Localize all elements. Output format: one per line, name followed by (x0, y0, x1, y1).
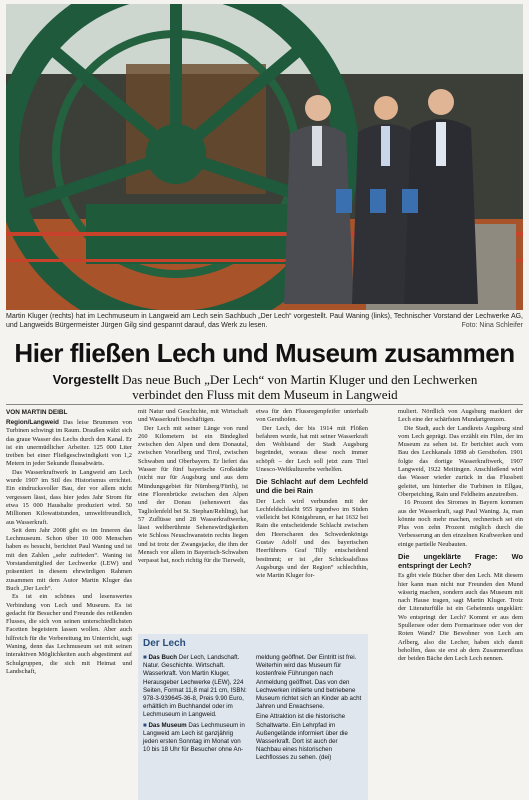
divider (6, 404, 523, 405)
subhead-text: Das neue Buch „Der Lech“ von Martin Kluger und den Lechwerken verbindet den Fluss mit dem Museum in Langweid (118, 372, 478, 402)
paragraph: Es gibt viele Bücher über den Lech. Mit diesem hier kann man nicht nur Freunden den Mund wässrig machen, sondern auch das Museum mit nach Hause tragen, sagt Martin Kluger. Trotz der Literaturfülle ist ein Geheimnis ungeklärt: Wo entspringt der Lech? Kommt er aus dem Spullersee oder dem Formarinsee oder von der Roten Wand? Die Bewohner von Lech am Arlberg, also die Lecher, haben sich damit beholfen, dass sie erst ab dem Zusammenfluss der beiden Bäche den Lech Lech nennen. (398, 572, 523, 663)
info-item-text: Das Lechmuseum in Langweid am Lech ist ganzjährig jeden ersten Sonntag im Monat von 10 bis 18 Uhr für Besucher ohne An- (143, 721, 245, 754)
article-column-1 (6, 408, 132, 676)
info-box-column-1 (143, 654, 249, 756)
paragraph: 16 Prozent des Stromes in Bayern kommen aus der Wasserkraft, sagt Paul Waning. Ja, man könnte noch mehr machen, rechnerisch sei ein Plus von zehn Prozent möglich durch die Verbesserung an den einzelnen Kraftwerken und einige partielle Neubauten. (398, 499, 523, 548)
article-column-3 (256, 408, 368, 581)
info-item-text: Eine Attraktion ist die historische Schaltwarte. Ein Lehrpfad im Außengelände informiert über die Wasserkraft. Dort ist auch der Nachbau eines historischen Lechflosses zu sehen. (dei) (256, 713, 348, 762)
info-box (138, 634, 368, 800)
bullet-icon: ■ (143, 654, 149, 661)
info-item (143, 722, 249, 755)
paragraph: etwa für den Flussregenpfeifer unterhalb von Gersthofen. (256, 408, 368, 424)
info-item-label: Das Museum (148, 721, 187, 729)
article-photo (6, 4, 523, 310)
photo-caption (6, 312, 523, 330)
author-line: VON MARTIN DEIBL (6, 409, 68, 416)
info-item-text: meldung geöffnet. Der Eintritt ist frei. Weiterhin wird das Museum für kostenfreie Führungen nach Anmeldung geöffnet. Das von den Lechwerken initiierte und betriebene Museum richtet sich an Kinder ab acht Jahren und Erwachsene. (256, 654, 362, 711)
dateline: Region/Langweid (6, 419, 59, 426)
paragraph (6, 419, 132, 469)
info-item-text: Der Lech, Landschaft. Natur. Geschichte. Wirtschaft. Wasserkraft. Von Martin Kluger, Herausgeber Lechwerke (LEW), 224 Seiten, Format 11,8 mal 21 cm, ISBN: 978-3-939645-36-8, Preis 9.90 Euro, erhältlich im Buchhandel oder im Lechmuseum in Langweid. (143, 654, 247, 719)
article-subheadline (30, 372, 500, 402)
info-item (143, 654, 249, 720)
paragraph: Das Wasserkraftwerk in Langweid am Lech wurde 1907 im Stil des Historismus errichtet. Ein eindrucksvoller Bau, der vor allem nicht vergessen lässt, dass hier jedes Jahr Strom für etwa 15 000 Haushalte produziert wird. 50 Millionen Kilowattstunden, umweltfreundlich, aus Wasserkraft. (6, 468, 132, 526)
paragraph: mit Natur und Geschichte, mit Wirtschaft und Wasserkraft beschäftigen. (138, 408, 248, 424)
bullet-icon: ■ (143, 721, 149, 729)
info-item-label: Das Buch (148, 654, 178, 661)
paragraph: Die Stadt, auch der Landkreis Augsburg sind vom Lech geprägt. Das erzählt ein Film, der im Museum zu sehen ist. Er berichtet auch vom Bau des Lechkanals 1898 ab Gersthofen. 1901 folgte das dortige Wasserkraftwerk, 1907 Langweid, 1922 Meitingen. Anschließend wird das Wasser wieder zurück in das Flussbett geleitet, um hinterher die Turbinen in Ellgau, Oberpeiching, Rain und Feldheim anzutreiben. (398, 424, 523, 498)
subheading: Die Schlacht auf dem Lechfeld und die bei Rain (256, 477, 368, 495)
paragraph: Der Lech, der bis 1914 mit Flößen befahren wurde, hat mit seiner Wasserkraft den Wohlstand der Stadt Augsburg begründet, woraus diese noch immer schöpft – der Lech soll jetzt zum Titel Unesco-Weltkulturerbe verhelfen. (256, 424, 368, 474)
article-column-2 (138, 408, 248, 566)
caption-text: Martin Kluger (rechts) hat im Lechmuseum in Langweid am Lech sein Sachbuch „Der Lech“ vorgestellt. Paul Waning (links), Technischer Vorstand der Lechwerke AG, und Langweids Bürgermeister Jürgen Gilg sind gespannt darauf, das Werk zu lesen. (6, 313, 523, 329)
paragraph: Seit dem Jahr 2008 gibt es im Inneren das Lechmuseum. Schon über 10 000 Menschen haben es besucht, berichtet Paul Waning und ist mit den Zahlen „sehr zufrieden“. Waning ist Vorstandsmitglied der Lechwerke (LEW) und präsentiert in diesem ehrwürdigen Rahmen zusammen mit dem Autor Martin Kluger das Buch „Der Lech“. (6, 526, 132, 592)
info-box-title: Der Lech (143, 638, 186, 649)
subhead-keyword: Vorgestellt (52, 372, 119, 387)
photo-credit: Foto: Nina Schleifer (461, 322, 523, 329)
info-box-column-2 (256, 654, 364, 765)
paragraph: Der Lech wird verbunden mit der Lechfeldschlacht 955 irgendwo im Süden vielleicht bei Königsbrunn, er hat 1632 bei Rain die entscheidende Schlacht zwischen den Heerscharen des Schwedenkönigs Gustav Adolf und des bayerischen Heerführers Graf Tilly entscheidend bestimmt; er ist „der Schicksalsfluss Augsburgs und der Region“ schlechthin, wie Martin Kluger for- (256, 497, 368, 580)
paragraph: Es ist ein schönes und lesenswertes Verbindung von Lech und Museum. Es ist gedacht für Besucher und Freunde des reißenden Flusses, die sich von seinen unterschiedlichsten Facetten begeistern lassen wollen. Aber auch hilfreich für die Vorbereitung im Unterricht, sagt Waning, denn das Lechmuseum sei mit seinen interaktiven Möglichkeiten auch abgestimmt auf Schulgruppen, die sich mit Heimat und Landschaft, (6, 593, 132, 675)
subheading: Die ungeklärte Frage: Wo entspringt der Lech? (398, 552, 523, 570)
paragraph-text: Das leise Brummen von Turbinen schwingt im Raum. Draußen wälzt sich das graue Wasser des Lechs durch den Kanal. Er ist ein unermüdlicher Arbeiter. 125 000 Liter treiben bei einer Fließgeschwindigkeit von 1,2 Metern in jeder Sekunde flussabwärts. (6, 419, 132, 468)
paragraph: Der Lech mit seiner Länge von rund 260 Kilometern ist ein Bindeglied zwischen den Alpen und dem Donautal, zwischen Vorarlberg und Tirol, zwischen Schwaben und Oberbayern. Er liefert das Wasser für fünf bayerische Großstädte (nicht nur für Augsburg und aus dem Mündungsgebiet für Nürnberg/Fürth), ist eine Florenbrücke zwischen den Alpen und der Donau (sehenswert das Tagliolenfeld bei St. Stephan/Rehling), hat 57 Zuflüsse und 28 Wasserkraftwerke, lässt weltberühmte Sehenswürdigkeiten wie Schloss Neuschwanstein rechts liegen und ist trotz der Zwangsjacke, die ihm der Mensch vor allem in Bayerisch-Schwaben verpasst hat, noch richtig für die Tierwelt, (138, 424, 248, 565)
paragraph: muliert. Nördlich von Augsburg markiert der Lech eine der schärfsten Mundartgrenzen. (398, 408, 523, 424)
article-headline: Hier fließen Lech und Museum zusammen (14, 338, 515, 368)
turbine-hall-photo (6, 4, 523, 310)
article-column-4 (398, 408, 523, 664)
